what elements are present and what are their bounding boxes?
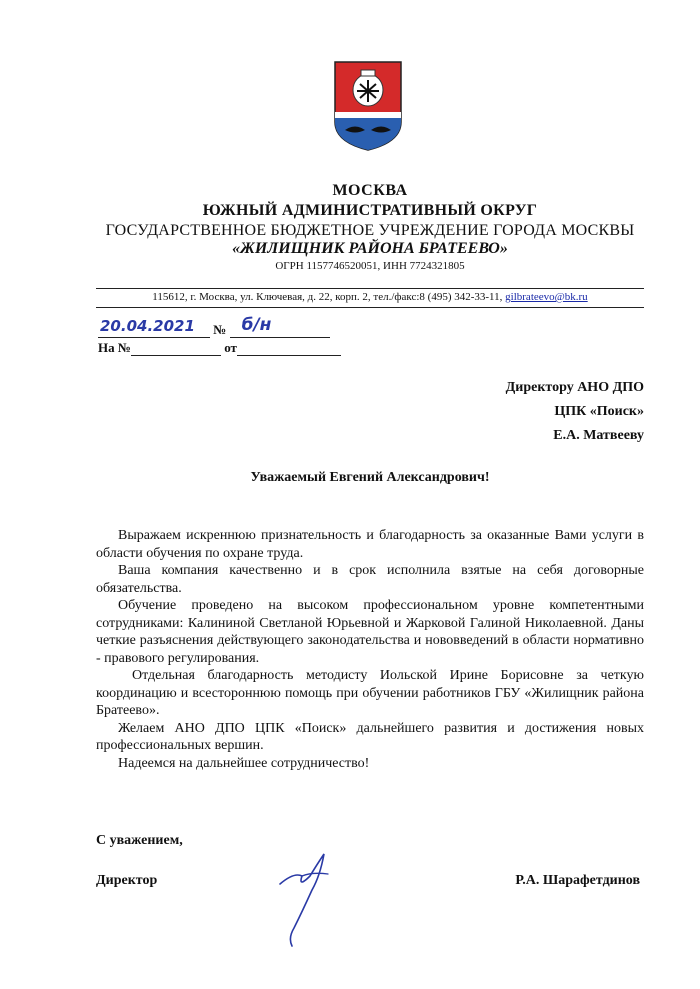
header-organization: ГОСУДАРСТВЕННОЕ БЮДЖЕТНОЕ УЧРЕЖДЕНИЕ ГОРОДА МОСКВЫ	[105, 222, 635, 239]
greeting: Уважаемый Евгений Александрович!	[250, 470, 490, 485]
email-link[interactable]: gilbrateevo@bk.ru	[505, 291, 588, 303]
body-paragraph: Надеемся на дальнейшее сотрудничество!	[118, 755, 370, 771]
closing: С уважением,	[96, 833, 183, 848]
handwritten-signature	[272, 842, 342, 952]
addressee-block	[506, 376, 644, 448]
handwritten-date: 20.04.2021	[100, 317, 195, 335]
header-city: МОСКВА	[332, 182, 408, 199]
number-sign: №	[213, 322, 227, 337]
date-field	[98, 317, 210, 338]
address-text: 115612, г. Москва, ул. Ключевая, д. 22, корп. 2, тел./факс:8 (495) 342-33-11,	[152, 291, 506, 303]
moscow-district-emblem	[333, 60, 403, 152]
body-paragraph: Обучение проведено на высоком профессиональном уровне компетентными сотрудниками: Калининой Светланой Юрьевной и Жарковой Галиной Николаевной. Даны четкие разъяснения действующего законодательства и нововведений в области нормативно - правового регулирования.	[96, 598, 644, 666]
outgoing-reference	[98, 315, 330, 338]
body-paragraph: Желаем АНО ДПО ЦПК «Поиск» дальнейшего развития и достижения новых профессиональных вершин.	[96, 720, 644, 753]
address-line	[96, 288, 644, 308]
signatory-name: Р.А. Шарафетдинов	[515, 873, 640, 888]
header-org-name: «ЖИЛИЩНИК РАЙОНА БРАТЕЕВО»	[232, 240, 508, 257]
body-paragraph: Выражаем искреннюю признательность и благодарность за оказанные Вами услуги в области обучения по охране труда.	[96, 528, 644, 561]
incoming-reference	[98, 340, 341, 356]
body-paragraph: Ваша компания качественно и в срок исполнила взятые на себя договорные обязательства.	[96, 563, 644, 596]
header-registration: ОГРН 1157746520051, ИНН 7724321805	[275, 260, 465, 272]
number-field	[230, 315, 330, 338]
body-paragraph: Отдельная благодарность методисту Иольской Ирине Борисовне за четкую координацию и всестороннюю помощь при обучении работников ГБУ «Жилищник района Братеево».	[96, 668, 644, 718]
from-label: от	[224, 340, 237, 355]
addressee-line: Директору АНО ДПО	[505, 380, 644, 395]
addressee-line: Е.А. Матвееву	[553, 428, 644, 443]
reply-date-field	[237, 341, 341, 356]
signatory-role: Директор	[96, 873, 158, 888]
letter-body	[96, 527, 644, 772]
reply-label: На №	[98, 340, 131, 355]
reply-number-field	[131, 341, 221, 356]
addressee-line: ЦПК «Поиск»	[554, 404, 644, 419]
header-district: ЮЖНЫЙ АДМИНИСТРАТИВНЫЙ ОКРУГ	[202, 202, 538, 219]
handwritten-number: б/н	[241, 315, 272, 335]
